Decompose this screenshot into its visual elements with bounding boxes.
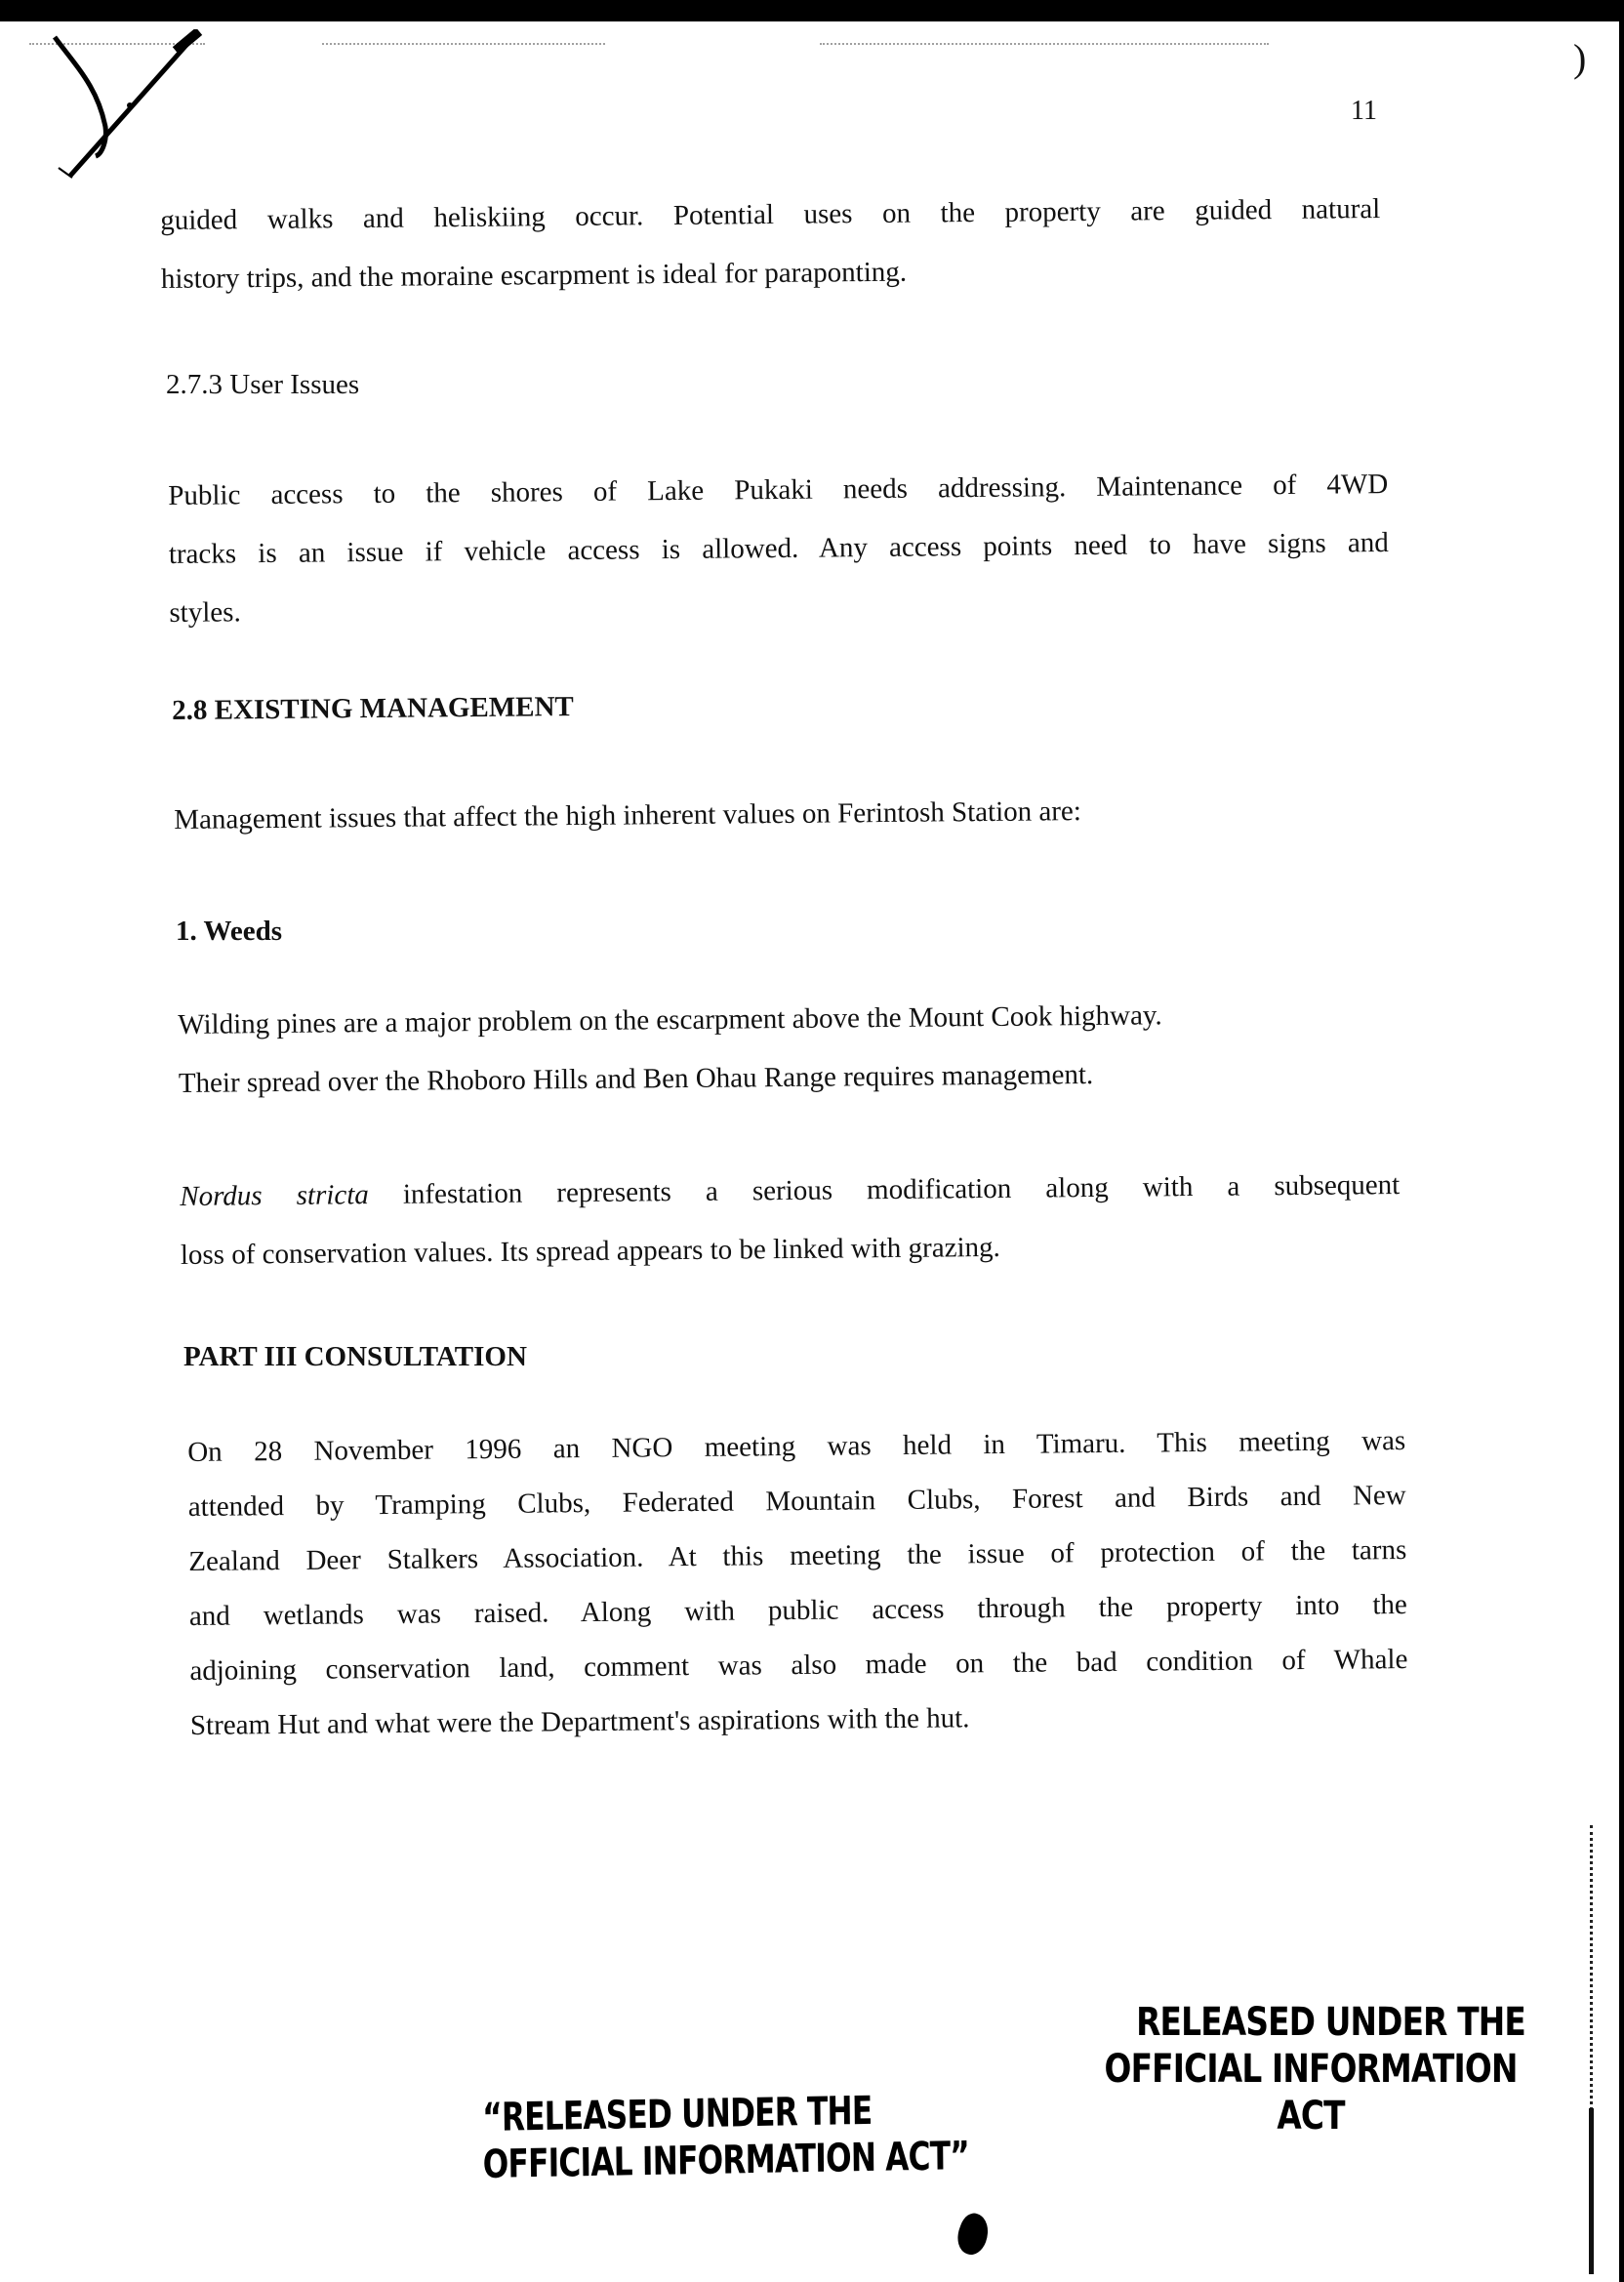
stamp-line: “RELEASED UNDER THE bbox=[482, 2088, 873, 2140]
paragraph-line: and wetlands was raised. Along with public access through the property into the bbox=[188, 1589, 1407, 1632]
paragraph-line: Their spread over the Rhoboro Hills and Ben Ohau Range requires management. bbox=[178, 1058, 1094, 1099]
scan-edge-mark bbox=[1589, 2108, 1594, 2274]
intro-paragraph bbox=[160, 180, 1381, 308]
section-heading-existing-management: 2.8 EXISTING MANAGEMENT bbox=[172, 691, 574, 726]
management-intro: Management issues that affect the high inherent values on Ferintosh Station are: bbox=[174, 795, 1082, 835]
wilding-pines-paragraph bbox=[178, 984, 1399, 1113]
handwritten-checkmark-icon bbox=[20, 29, 215, 185]
subheading-weeds: 1. Weeds bbox=[176, 916, 283, 947]
paragraph-line: Zealand Deer Stalkers Association. At this meeting the issue of protection of the tarns bbox=[188, 1534, 1407, 1577]
oia-release-stamp-left bbox=[482, 2086, 969, 2188]
scan-right-border bbox=[1619, 21, 1624, 2282]
paragraph-line: styles. bbox=[169, 596, 241, 629]
scan-top-border bbox=[0, 0, 1624, 21]
scan-noise bbox=[820, 43, 1269, 51]
stamp-line: OFFICIAL INFORMATION ACT bbox=[1104, 2047, 1518, 2139]
paragraph-line: history trips, and the moraine escarpment is ideal for paraponting. bbox=[160, 256, 908, 295]
nassella-paragraph bbox=[180, 1156, 1401, 1284]
paragraph-line: guided walks and heliskiing occur. Potential uses on the property are guided natural bbox=[160, 193, 1381, 236]
species-name: Nordus stricta bbox=[180, 1179, 369, 1212]
paragraph-line: loss of conservation values. Its spread appears to be linked with grazing. bbox=[180, 1231, 1000, 1271]
user-issues-paragraph bbox=[168, 455, 1390, 642]
oia-release-stamp-right bbox=[1093, 1999, 1528, 2139]
paragraph-line: Stream Hut and what were the Department's aspirations with the hut. bbox=[189, 1702, 970, 1741]
paragraph-line: attended by Tramping Clubs, Federated Mountain Clubs, Forest and Birds and New bbox=[187, 1480, 1406, 1523]
scan-noise bbox=[322, 43, 605, 51]
paragraph-line bbox=[180, 1156, 1401, 1226]
section-heading-user-issues: 2.7.3 User Issues bbox=[166, 369, 360, 400]
paragraph-line: Public access to the shores of Lake Pukaki needs addressing. Maintenance of 4WD bbox=[168, 469, 1389, 511]
stamp-line: RELEASED UNDER THE bbox=[1136, 2000, 1525, 2045]
stamp-line: OFFICIAL INFORMATION ACT” bbox=[482, 2134, 970, 2187]
consultation-paragraph bbox=[187, 1413, 1408, 1753]
page-number: 11 bbox=[1351, 96, 1377, 126]
ink-blot-mark bbox=[953, 2210, 995, 2259]
line-text: infestation represents a serious modification along with a subsequent bbox=[368, 1169, 1401, 1211]
section-heading-consultation: PART III CONSULTATION bbox=[183, 1341, 527, 1372]
paragraph-line: adjoining conservation land, comment was also made on the bad condition of Whale bbox=[189, 1644, 1408, 1687]
paragraph-line: On 28 November 1996 an NGO meeting was held in Timaru. This meeting was bbox=[187, 1425, 1406, 1468]
margin-bracket-mark: ) bbox=[1573, 36, 1587, 80]
paragraph-line: Wilding pines are a major problem on the escarpment above the Mount Cook highway. bbox=[178, 999, 1162, 1040]
paragraph-line: tracks is an issue if vehicle access is allowed. Any access points need to have signs and bbox=[168, 526, 1389, 570]
